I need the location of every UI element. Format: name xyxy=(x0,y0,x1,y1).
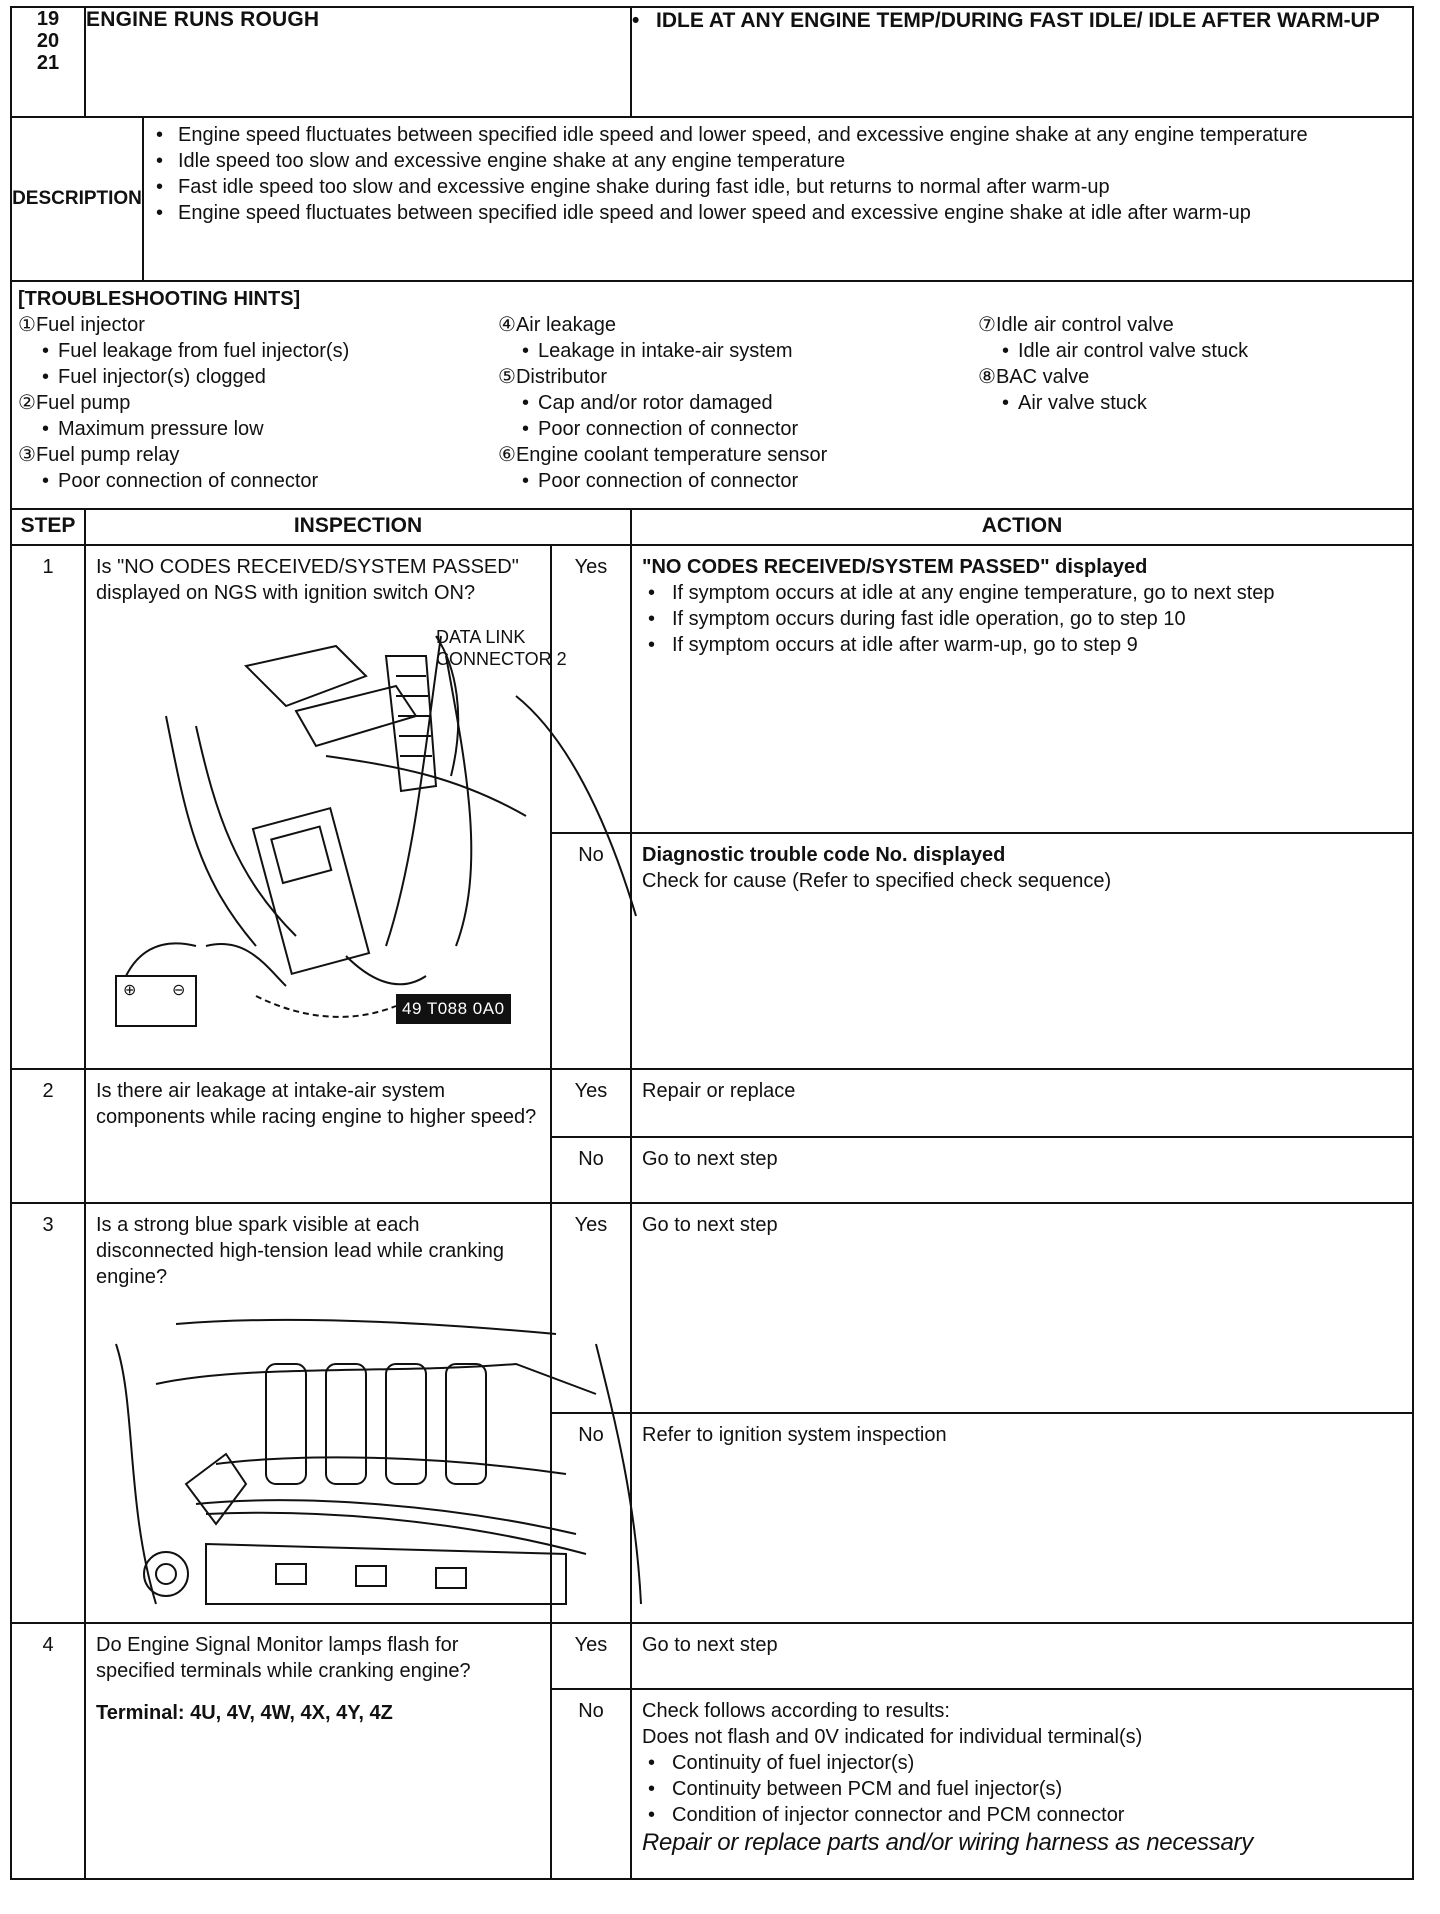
step-3-yes-row xyxy=(11,1203,1413,1413)
inspection-text: Is "NO CODES RECEIVED/SYSTEM PASSED" displayed on NGS with ignition switch ON? xyxy=(96,556,519,604)
description-item: • Engine speed fluctuates between specified idle speed and lower speed and excessive engine shake at idle after warm-up xyxy=(144,200,1404,226)
step-2-yes-row xyxy=(11,1069,1413,1137)
condition-bullet: • xyxy=(632,9,640,32)
step-2-yes-action: Repair or replace xyxy=(631,1069,1413,1137)
inspection-text: Do Engine Signal Monitor lamps flash for specified terminals while cranking engine? xyxy=(96,1634,471,1682)
hint-bac-valve: ⑧BAC valve xyxy=(978,366,1090,388)
hint-sub: • Air valve stuck xyxy=(978,390,1398,416)
yes-label: Yes xyxy=(551,1623,631,1689)
step-3-no-action: Refer to ignition system inspection xyxy=(631,1413,1413,1623)
description-row xyxy=(11,117,1413,281)
hint-iac-valve: ⑦Idle air control valve xyxy=(978,314,1174,336)
step-1-yes-row xyxy=(11,545,1413,833)
hints-row xyxy=(11,281,1413,509)
hint-sub: • Poor connection of connector xyxy=(498,416,978,442)
troubleshooting-hints xyxy=(11,281,1413,509)
yes-label: Yes xyxy=(551,1203,631,1413)
no-label: No xyxy=(551,1137,631,1203)
description-cell xyxy=(143,117,1413,281)
no-label: No xyxy=(551,1689,631,1879)
yes-label: Yes xyxy=(551,545,631,833)
ngs-connection-drawing xyxy=(96,616,656,1036)
code-20: 20 xyxy=(36,30,60,52)
hint-sub: • Fuel injector(s) clogged xyxy=(18,364,498,390)
hint-fuel-injector: ①Fuel injector xyxy=(18,314,145,336)
hints-column-3 xyxy=(978,312,1398,494)
hint-air-leakage: ④Air leakage xyxy=(498,314,616,336)
hint-sub: • Cap and/or rotor damaged xyxy=(498,390,978,416)
hints-column-1 xyxy=(18,312,498,494)
action-item: • If symptom occurs during fast idle operation, go to step 10 xyxy=(642,606,1404,632)
action-item: • If symptom occurs at idle at any engine temperature, go to next step xyxy=(642,580,1404,606)
inspection-header: INSPECTION xyxy=(85,509,631,545)
troubleshooting-table xyxy=(10,6,1414,1880)
symptom-condition xyxy=(631,7,1413,117)
symptom-title xyxy=(85,7,631,117)
action-title: Diagnostic trouble code No. displayed xyxy=(642,844,1006,866)
hint-sub: • Poor connection of connector xyxy=(18,468,498,494)
description-item: • Engine speed fluctuates between specified idle speed and lower speed, and excessive engine shake at any engine temperature xyxy=(144,122,1404,148)
yes-label: Yes xyxy=(551,1069,631,1137)
code-21: 21 xyxy=(36,52,60,74)
hint-coolant-sensor: ⑥Engine coolant temperature sensor xyxy=(498,444,828,466)
hints-title: [TROUBLESHOOTING HINTS] xyxy=(18,288,301,310)
hint-sub: • Fuel leakage from fuel injector(s) xyxy=(18,338,498,364)
battery-minus-icon: ⊖ xyxy=(172,982,186,999)
terminal-list: Terminal: 4U, 4V, 4W, 4X, 4Y, 4Z xyxy=(96,1702,393,1724)
description-list xyxy=(144,122,1404,226)
no-label: No xyxy=(551,1413,631,1623)
hint-sub: • Leakage in intake-air system xyxy=(498,338,978,364)
action-text: Check follows according to results: xyxy=(642,1700,950,1722)
description-label-text: DESCRIPTION xyxy=(12,188,142,209)
hint-distributor: ⑤Distributor xyxy=(498,366,608,388)
step-3-inspection xyxy=(85,1203,551,1623)
data-link-connector-label: DATA LINK CONNECTOR 2 xyxy=(436,627,567,669)
description-item: • Fast idle speed too slow and excessive engine shake during fast idle, but returns to normal after warm-up xyxy=(144,174,1404,200)
hint-sub: • Idle air control valve stuck xyxy=(978,338,1398,364)
step-1-no-action xyxy=(631,833,1413,1069)
step-2-no-action: Go to next step xyxy=(631,1137,1413,1203)
step-number: 4 xyxy=(11,1623,85,1879)
hint-fuel-pump: ②Fuel pump xyxy=(18,392,131,414)
hints-column-2 xyxy=(498,312,978,494)
hint-sub: • Poor connection of connector xyxy=(498,468,978,494)
step-number: 2 xyxy=(11,1069,85,1203)
step-4-yes-action: Go to next step xyxy=(631,1623,1413,1689)
battery-plus-icon: ⊕ xyxy=(123,982,137,999)
description-item: • Idle speed too slow and excessive engine shake at any engine temperature xyxy=(144,148,1404,174)
step-4-no-action xyxy=(631,1689,1413,1879)
action-text: Does not flash and 0V indicated for individual terminal(s) xyxy=(642,1726,1143,1748)
step-header: STEP xyxy=(11,509,85,545)
step-4-inspection xyxy=(85,1623,551,1879)
action-item: • Continuity of fuel injector(s) xyxy=(642,1750,1404,1776)
action-list xyxy=(642,580,1404,658)
step-4-yes-row xyxy=(11,1623,1413,1689)
symptom-title-text: ENGINE RUNS ROUGH xyxy=(86,8,320,31)
condition-text: IDLE AT ANY ENGINE TEMP/DURING FAST IDLE/ IDLE AFTER WARM-UP xyxy=(656,9,1380,32)
service-manual-page xyxy=(10,6,1412,1880)
no-label: No xyxy=(551,833,631,1069)
step-2-inspection: Is there air leakage at intake-air system components while racing engine to higher speed? xyxy=(85,1069,551,1203)
action-item: • If symptom occurs at idle after warm-up, go to step 9 xyxy=(642,632,1404,658)
action-title: "NO CODES RECEIVED/SYSTEM PASSED" displayed xyxy=(642,556,1148,578)
action-item: • Continuity between PCM and fuel injector(s) xyxy=(642,1776,1404,1802)
action-item: • Condition of injector connector and PCM connector xyxy=(642,1802,1404,1828)
step-number: 1 xyxy=(11,545,85,1069)
step-number: 3 xyxy=(11,1203,85,1623)
description-label xyxy=(11,117,143,281)
column-header-row xyxy=(11,509,1413,545)
action-header: ACTION xyxy=(631,509,1413,545)
action-list xyxy=(642,1750,1404,1828)
code-19: 19 xyxy=(36,8,60,30)
action-text: Check for cause (Refer to specified check sequence) xyxy=(642,870,1112,892)
step-3-yes-action: Go to next step xyxy=(631,1203,1413,1413)
header-row xyxy=(11,7,1413,117)
symptom-codes xyxy=(11,7,85,117)
inspection-text: Is a strong blue spark visible at each disconnected high-tension lead while cranking engine? xyxy=(96,1214,505,1288)
hint-sub: • Maximum pressure low xyxy=(18,416,498,442)
tool-number-label: 49 T088 0A0 xyxy=(396,994,511,1024)
step-1-inspection xyxy=(85,545,567,1069)
hint-fuel-pump-relay: ③Fuel pump relay xyxy=(18,444,180,466)
ngs-connection-figure xyxy=(96,616,656,1036)
action-final: Repair or replace parts and/or wiring harness as necessary xyxy=(642,1829,1253,1856)
step-1-yes-action xyxy=(631,545,1413,833)
